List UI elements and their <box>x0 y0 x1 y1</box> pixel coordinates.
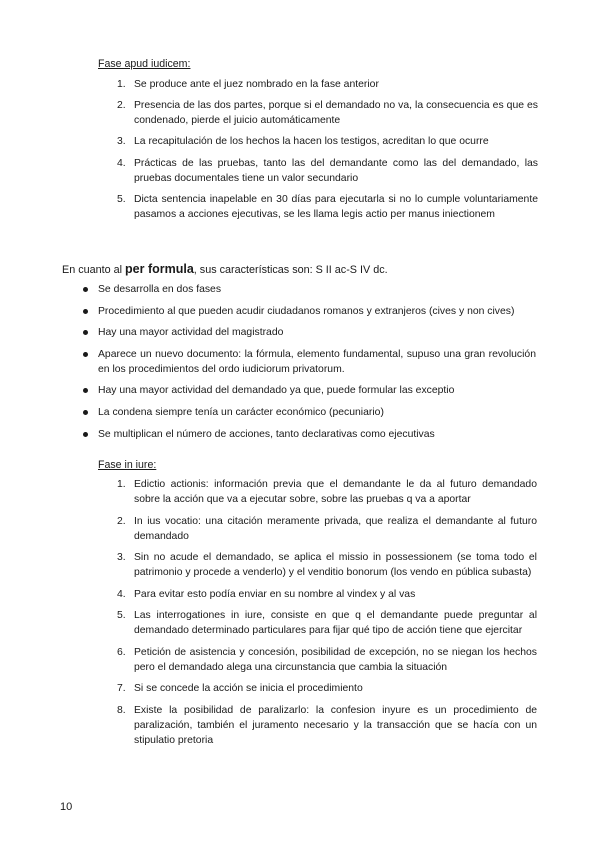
item-text: Dicta sentencia inapelable en 30 días para ejecutarla si no lo cumple voluntariamente pasamos a acciones ejecutivas, se les llama legis actio per manus iniectionem <box>134 193 538 220</box>
bullet-item <box>98 325 536 340</box>
bullet-item <box>98 427 536 442</box>
bullet-item <box>98 405 536 420</box>
list-item <box>117 645 537 675</box>
list-item <box>117 550 537 580</box>
item-number: 4. <box>117 588 126 600</box>
intro-text-before: En cuanto al <box>62 264 126 276</box>
item-number: 3. <box>117 552 126 563</box>
iure-heading: Fase in iure: <box>98 459 157 471</box>
intro-bold: per formula <box>125 262 194 276</box>
list-item <box>117 703 537 748</box>
list-item <box>117 77 538 92</box>
item-text: La recapitulación de los hechos la hacen los testigos, acreditan lo que ocurre <box>134 136 489 148</box>
iure-list <box>117 477 537 748</box>
item-number: 3. <box>117 136 126 148</box>
item-text: Para evitar esto podía enviar en su nombre al vindex y al vas <box>134 588 416 600</box>
bullet-text: La condena siempre tenía un carácter económico (pecuniario) <box>98 406 384 418</box>
bullet-item <box>98 347 536 377</box>
bullet-text: Aparece un nuevo documento: la fórmula, elemento fundamental, supuso una gran revolución en los procedimientos del ordo iudiciorum privatorum. <box>98 348 536 375</box>
list-item <box>117 98 538 128</box>
bullet-icon <box>83 432 88 437</box>
list-item <box>117 134 538 149</box>
bullet-text: Procedimiento al que pueden acudir ciudadanos romanos y extranjeros (cives y non cives) <box>98 305 515 317</box>
item-number: 8. <box>117 704 126 716</box>
bullet-icon <box>83 330 88 335</box>
item-number: 1. <box>117 79 126 90</box>
list-item <box>117 681 537 696</box>
bullet-icon <box>83 388 88 393</box>
item-text: Si se concede la acción se inicia el procedimiento <box>134 683 363 694</box>
bullet-icon <box>83 410 88 415</box>
item-text: Edictio actionis: información previa que el demandante le da al futuro demandado sobre la acción que va a ejecutar sobre, sobre las pruebas q va a aportar <box>134 479 537 505</box>
apud-list <box>117 77 538 222</box>
item-number: 2. <box>117 515 126 527</box>
bullet-icon <box>83 287 88 292</box>
list-item <box>117 608 537 638</box>
intro-text-after: , sus características son: S II ac-S IV dc. <box>193 264 388 276</box>
list-item <box>117 514 537 544</box>
formula-intro <box>62 262 388 278</box>
list-item <box>117 192 538 222</box>
bullet-text: Hay una mayor actividad del magistrado <box>98 327 284 339</box>
formula-bullets <box>98 282 536 448</box>
item-text: Petición de asistencia y concesión, posibilidad de excepción, no se niegan los hechos pero el demandado alega una circunstancia que cambia la situación <box>134 646 537 673</box>
item-number: 5. <box>117 193 126 205</box>
item-number: 2. <box>117 100 126 112</box>
bullet-icon <box>83 352 88 357</box>
bullet-item <box>98 282 536 297</box>
item-text: Prácticas de las pruebas, tanto las del demandante como las del demandado, las pruebas documentales tiene un valor secundario <box>134 157 538 184</box>
apud-heading: Fase apud iudicem: <box>98 58 191 70</box>
item-number: 7. <box>117 683 126 694</box>
bullet-text: Se multiplican el número de acciones, tanto declarativas como ejecutivas <box>98 428 435 440</box>
page-number: 10 <box>60 801 73 813</box>
item-number: 1. <box>117 479 126 490</box>
bullet-item <box>98 383 536 398</box>
bullet-icon <box>83 309 88 314</box>
bullet-text: Se desarrolla en dos fases <box>98 284 222 295</box>
item-text: Se produce ante el juez nombrado en la fase anterior <box>134 79 379 90</box>
item-text: In ius vocatio: una citación meramente privada, que realiza el demandante al futuro demandado <box>134 515 537 542</box>
list-item <box>117 156 538 186</box>
item-text: Existe la posibilidad de paralizarlo: la confesion inyure es un procedimiento de paralización, también el juramento necesario y la transacción que se hacía con un stipulatio pretoria <box>134 704 537 746</box>
list-item <box>117 477 537 507</box>
bullet-text: Hay una mayor actividad del demandado ya que, puede formular las exceptio <box>98 385 455 397</box>
bullet-item <box>98 304 536 319</box>
list-item <box>117 587 537 602</box>
item-number: 5. <box>117 610 126 621</box>
item-text: Sin no acude el demandado, se aplica el missio in possessionem (se toma todo el patrimonio y procede a venderlo) y el venditio bonorum (los vendo en pública subasta) <box>134 552 537 578</box>
item-number: 4. <box>117 157 126 169</box>
item-text: Presencia de las dos partes, porque si el demandado no va, la consecuencia es que es condenado, pierde el juicio automáticamente <box>134 100 538 127</box>
item-text: Las interrogationes in iure, consiste en que q el demandante puede preguntar al demandado determinado particulares para fijar qué tipo de acción tiene que ejercitar <box>134 610 537 636</box>
item-number: 6. <box>117 646 126 658</box>
